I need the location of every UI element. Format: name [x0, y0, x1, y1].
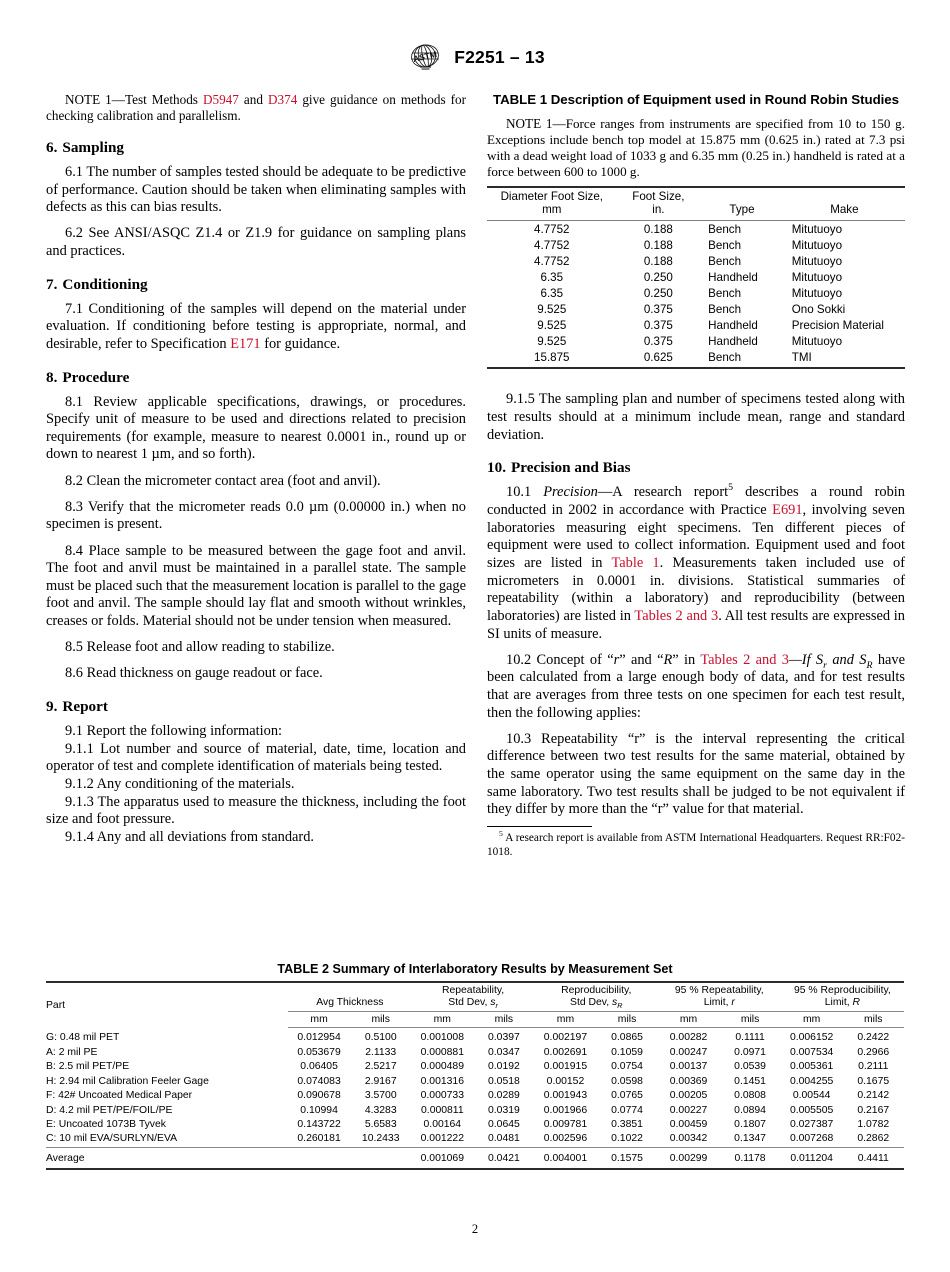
cell-diameter: 4.7752 — [534, 222, 570, 236]
p10-1-t3: describes a round robin conducted in 2002 in accordance with Practice — [487, 484, 905, 519]
cell-value: 0.00227 — [669, 1104, 708, 1116]
table-row — [487, 334, 905, 350]
cell-value: 5.6583 — [364, 1119, 397, 1130]
th-diameter-line1: Diameter Foot Size, — [500, 190, 604, 204]
cell-value: 0.00282 — [669, 1032, 708, 1044]
note-label: NOTE 1— — [65, 92, 125, 107]
table-2-body — [46, 1028, 904, 1169]
cell-value: 2.9167 — [364, 1075, 397, 1087]
th-type: Type — [700, 187, 784, 221]
cell-value: 0.027387 — [789, 1119, 834, 1130]
cell-value: 0.0518 — [488, 1075, 520, 1087]
right-column — [487, 92, 905, 859]
cell-part: D: 4.2 mil PET/PE/FOIL/PE — [46, 1104, 173, 1116]
table-2-average-row — [46, 1147, 904, 1169]
table-2-wrapper — [46, 962, 904, 1170]
cell-value: 0.1059 — [611, 1046, 643, 1058]
th-95r-ital: r — [731, 996, 735, 1008]
th-unit-mils: mils — [350, 1011, 412, 1028]
table-row — [46, 1089, 904, 1103]
cell-value: 0.0192 — [488, 1061, 520, 1073]
para-7-1-before: 7.1 Conditioning of the samples will depend on the material under evaluation. If conditioning before testing is appropriate, normal, and desirable, refer to Specification — [46, 300, 466, 352]
th-group-95-reproducibility — [781, 982, 904, 1011]
cell-value: 2.1133 — [365, 1046, 397, 1058]
cell-value: 10.2433 — [361, 1133, 400, 1145]
para-7-1-after: for guidance. — [260, 335, 341, 352]
cell-value: 0.0319 — [488, 1104, 520, 1116]
cell-type: Bench — [708, 254, 742, 268]
th-unit-mils: mils — [719, 1011, 780, 1028]
cell-footsize: 0.375 — [643, 318, 673, 332]
cell-make: Mitutuoyo — [791, 286, 843, 300]
cell-value: 0.0865 — [611, 1032, 643, 1044]
p10-1-t4: , involving seven laboratories measuring eight specimens. Ten different pieces of equipment were used to collect information. Equipment used and foot sizes are listed in — [487, 502, 905, 571]
th-95R-ital: R — [852, 996, 861, 1008]
section-heading-9 — [46, 698, 466, 716]
cell-average-value: 0.1575 — [596, 1147, 657, 1169]
para-8-5: 8.5 Release foot and allow reading to stabilize. — [65, 639, 335, 656]
p10-2-t3: ” in — [672, 651, 701, 668]
cell-value: 0.000811 — [421, 1104, 464, 1116]
cell-type: Bench — [708, 302, 742, 316]
cell-footsize: 0.375 — [643, 302, 673, 316]
table-2-title: TABLE 2 Summary of Interlaboratory Results by Measurement Set — [277, 962, 673, 976]
cell-value: 0.0754 — [611, 1061, 643, 1073]
cell-average-value: 0.001069 — [411, 1147, 473, 1169]
cell-value: 0.00544 — [792, 1090, 831, 1102]
cell-value: 0.2862 — [857, 1133, 890, 1145]
cell-average-label: Average — [46, 1147, 288, 1169]
link-d5947[interactable]: D5947 — [202, 92, 239, 107]
para-6-2: 6.2 See ANSI/ASQC Z1.4 or Z1.9 for guidance on sampling plans and practices. — [46, 225, 466, 259]
table-row — [487, 318, 905, 334]
th-unit-mm: mm — [535, 1011, 597, 1028]
cell-value: 0.0397 — [488, 1032, 520, 1044]
cell-value: 0.074083 — [297, 1075, 341, 1087]
cell-value: 0.2111 — [858, 1061, 889, 1073]
table-1-body — [487, 221, 905, 368]
th-group-repeatability — [411, 982, 534, 1011]
cell-value: 0.007268 — [789, 1133, 834, 1145]
cell-value: 0.00459 — [669, 1119, 708, 1130]
cell-value: 0.00369 — [669, 1075, 708, 1087]
p10-1-num: 10.1 — [506, 484, 544, 501]
table-row — [487, 270, 905, 286]
cell-diameter: 6.35 — [540, 286, 564, 300]
para-10-1 — [487, 484, 905, 643]
cell-value: 0.3851 — [611, 1119, 643, 1130]
table-1-note-text: Force ranges from instruments are specified from 10 to 150 g. Exceptions include bench top model at 15.875 mm (0.625 in.) rated at 7.3 psi with a dead weight load of 1033 g and 6.35 mm (0.25 in.) handheld is rated at a force between 600 to 1000 g. — [487, 116, 905, 179]
cell-average-value — [288, 1147, 350, 1169]
th-unit-mm: mm — [411, 1011, 473, 1028]
cell-type: Bench — [708, 222, 742, 236]
svg-text:ASTM: ASTM — [412, 49, 438, 64]
cell-value: 0.0645 — [488, 1119, 520, 1130]
table-row — [46, 1132, 904, 1147]
cell-value: 0.002596 — [543, 1133, 588, 1145]
astm-logo-icon — [405, 42, 445, 72]
cell-value: 0.090678 — [297, 1090, 341, 1102]
cell-diameter: 15.875 — [534, 351, 570, 365]
cell-make: Mitutuoyo — [791, 270, 843, 284]
section-title-9: Report — [62, 698, 108, 716]
document-designation: F2251 – 13 — [454, 46, 545, 67]
section-number-6: 6. — [46, 138, 58, 156]
th-avg-thickness-label: Avg Thickness — [316, 997, 384, 1008]
cell-value: 0.001222 — [420, 1133, 464, 1145]
th-part: Part — [46, 982, 288, 1028]
cell-value: 0.06405 — [300, 1061, 338, 1073]
footnote-text: A research report is available from ASTM International Headquarters. Request RR:F02-1018. — [487, 831, 905, 858]
table-1-note-label: NOTE 1— — [506, 116, 566, 131]
section-heading-10 — [487, 459, 905, 477]
cell-value: 0.001008 — [420, 1032, 464, 1044]
cell-make: Ono Sokki — [791, 302, 846, 316]
note-text-after: give guidance on methods for checking calibration and parallelism. — [46, 92, 466, 123]
para-7-1 — [46, 301, 466, 354]
cell-part: C: 10 mil EVA/SURLYN/EVA — [46, 1133, 178, 1145]
section-heading-7 — [46, 276, 466, 294]
cell-value: 0.00152 — [546, 1075, 585, 1087]
cell-type: Bench — [708, 238, 742, 252]
section-heading-6 — [46, 139, 466, 157]
cell-diameter: 6.35 — [540, 270, 564, 284]
th-footsize-line2: in. — [652, 202, 665, 216]
cell-footsize: 0.250 — [643, 270, 673, 284]
footnote-5 — [487, 829, 905, 860]
cell-value: 0.0971 — [734, 1046, 766, 1058]
cell-value: 0.000733 — [420, 1090, 464, 1102]
cell-value: 0.001966 — [543, 1104, 588, 1116]
cell-diameter: 9.525 — [537, 302, 567, 316]
p10-2-t6: have been calculated from a large enough body of data, and for test results that are averages from three tests on one specimen for each test result, then the following applies: — [487, 651, 905, 721]
cell-value: 0.2422 — [857, 1032, 890, 1044]
th-group-95-repeatability — [658, 982, 781, 1011]
cell-value: 0.000489 — [420, 1061, 464, 1073]
cell-value: 0.006152 — [789, 1032, 834, 1044]
cell-value: 0.260181 — [297, 1133, 341, 1145]
table-row — [46, 1028, 904, 1046]
cell-value: 0.1807 — [734, 1119, 766, 1130]
th-repro-line1: Reproducibility, — [561, 985, 632, 997]
cell-value: 0.001943 — [543, 1090, 588, 1102]
cell-value: 0.1451 — [734, 1075, 766, 1087]
para-8-4: 8.4 Place sample to be measured between the gage foot and anvil. The foot and anvil must be maintained in a parallel state. The sample must be placed such that the measurement location is parallel to the gage foot and anvil. The sample should lay flat and smooth without wrinkles, creases or folds. Material should not be under tension when measured. — [46, 542, 466, 630]
section-number-7: 7. — [46, 275, 58, 293]
cell-type: Bench — [708, 351, 742, 365]
para-8-2: 8.2 Clean the micrometer contact area (foot and anvil). — [65, 472, 381, 489]
cell-part: A: 2 mil PE — [46, 1046, 98, 1058]
th-repeat-s: s — [490, 996, 496, 1008]
th-unit-mils: mils — [842, 1011, 904, 1028]
p10-2-R: R — [663, 651, 673, 668]
th-diameter-foot-size — [487, 187, 617, 221]
cell-value: 0.012954 — [297, 1032, 341, 1044]
th-group-avg-thickness — [288, 982, 411, 1011]
para-9-1-1: 9.1.1 Lot number and source of material, date, time, location and operator of test and complete identification of materials being tested. — [46, 740, 466, 775]
cell-value: 0.0765 — [611, 1090, 643, 1102]
cell-make: Mitutuoyo — [791, 254, 843, 268]
th-foot-size-in — [617, 187, 701, 221]
cell-value: 0.053679 — [297, 1046, 341, 1058]
link-e691[interactable]: E691 — [772, 502, 803, 519]
note-1 — [46, 92, 466, 124]
footnote-divider — [487, 826, 592, 827]
cell-value: 0.1111 — [735, 1032, 765, 1044]
section-number-8: 8. — [46, 368, 58, 386]
th-repeat-sub: r — [495, 1002, 498, 1010]
cell-make: Precision Material — [791, 318, 884, 332]
table-1-title: TABLE 1 Description of Equipment used in Round Robin Studies — [492, 92, 899, 107]
cell-diameter: 9.525 — [537, 318, 567, 332]
th-repeat-line2: Std Dev, — [448, 996, 491, 1008]
para-9-1-4: 9.1.4 Any and all deviations from standard. — [65, 828, 314, 845]
th-group-reproducibility — [535, 982, 658, 1011]
cell-value: 0.002691 — [543, 1046, 588, 1058]
cell-type: Handheld — [708, 318, 758, 332]
link-tables-2-and-3[interactable]: Tables 2 and 3 — [634, 607, 719, 624]
cell-type: Handheld — [708, 270, 758, 284]
th-repro-s: s — [612, 996, 618, 1008]
p10-2-t4: —If S — [788, 651, 824, 668]
cell-value: 0.00137 — [669, 1061, 708, 1073]
cell-value: 0.0289 — [488, 1090, 520, 1102]
cell-average-value: 0.4411 — [842, 1147, 904, 1169]
cell-value: 0.0539 — [734, 1061, 766, 1073]
cell-value: 0.10994 — [300, 1104, 338, 1116]
table-row — [487, 286, 905, 302]
note-text-mid: and — [238, 92, 268, 107]
th-unit-mm: mm — [288, 1011, 350, 1028]
p10-1-t5: . Measurements taken included use of micrometers in 0.0001 in. divisions. Statistical summaries of repeatability (within a laboratory) and reproducibility (between laboratories) are listed in — [487, 554, 906, 624]
cell-value: 0.000881 — [420, 1046, 464, 1058]
cell-value: 0.0808 — [734, 1090, 766, 1102]
section-number-10: 10. — [487, 459, 506, 477]
cell-average-value — [350, 1147, 412, 1169]
para-9-1-5: 9.1.5 The sampling plan and number of specimens tested along with test results should at a minimum include mean, range and standard deviation. — [487, 391, 905, 443]
footnote-number: 5 — [499, 829, 503, 839]
cell-value: 0.0347 — [488, 1046, 520, 1058]
para-10-2 — [487, 652, 905, 723]
cell-part: F: 42# Uncoated Medical Paper — [46, 1090, 193, 1102]
cell-value: 0.002197 — [543, 1032, 588, 1044]
cell-footsize: 0.625 — [643, 351, 673, 365]
cell-make: Mitutuoyo — [791, 238, 843, 252]
para-9-1-2: 9.1.2 Any conditioning of the materials. — [65, 775, 295, 792]
cell-value: 0.009781 — [543, 1119, 588, 1130]
para-10-3: 10.3 Repeatability “r” is the interval representing the critical difference between two test results for the same material, obtained by the same operator using the same equipment on the same day in the same laboratory. Two test results shall be judged to be not equivalent if they differ by more than the “r” value for that material. — [487, 730, 905, 818]
cell-value: 0.2966 — [857, 1046, 890, 1058]
table-2-group-header-row — [46, 982, 904, 1011]
p10-2-t2: ” and “ — [619, 651, 664, 668]
para-8-3: 8.3 Verify that the micrometer reads 0.0 µm (0.00000 in.) when no specimen is present. — [46, 498, 466, 533]
cell-value: 0.2167 — [857, 1104, 890, 1116]
cell-make: Mitutuoyo — [791, 222, 843, 236]
link-e171[interactable]: E171 — [230, 335, 261, 352]
cell-footsize: 0.188 — [643, 254, 673, 268]
cell-value: 0.00205 — [669, 1090, 708, 1102]
link-table-1[interactable]: Table 1 — [611, 554, 660, 571]
cell-footsize: 0.188 — [643, 238, 673, 252]
table-row — [487, 221, 905, 238]
cell-value: 0.1675 — [857, 1075, 890, 1087]
p10-2-sub-R: R — [866, 659, 873, 671]
table-row — [487, 350, 905, 369]
cell-type: Handheld — [708, 335, 758, 348]
document-header — [0, 42, 950, 72]
table-row — [46, 1075, 904, 1089]
cell-type: Bench — [708, 286, 742, 300]
para-8-6: 8.6 Read thickness on gauge readout or face. — [65, 665, 323, 682]
th-make: Make — [784, 187, 905, 221]
section-heading-8 — [46, 369, 466, 387]
cell-make: Mitutuoyo — [791, 335, 843, 348]
table-row — [487, 302, 905, 318]
cell-part: E: Uncoated 1073B Tyvek — [46, 1119, 166, 1130]
p10-1-t6: . All test results are expressed in SI units of measure. — [487, 607, 905, 642]
cell-average-value: 0.1178 — [719, 1147, 780, 1169]
table-1-note — [487, 116, 905, 179]
cell-value: 0.005361 — [789, 1061, 834, 1073]
th-repeat-line1: Repeatability, — [441, 985, 505, 997]
cell-value: 3.5700 — [364, 1090, 397, 1102]
link-tables-2-and-3b[interactable]: Tables 2 and 3 — [700, 651, 789, 668]
p10-2-sub-r: r — [823, 659, 827, 671]
cell-value: 0.00247 — [669, 1046, 708, 1058]
cell-value: 0.1022 — [611, 1133, 643, 1145]
cell-average-value: 0.004001 — [535, 1147, 597, 1169]
cell-value: 0.0774 — [611, 1104, 643, 1116]
table-row — [46, 1103, 904, 1117]
cell-diameter: 4.7752 — [534, 254, 570, 268]
cell-part: G: 0.48 mil PET — [46, 1032, 120, 1044]
para-9-1-3: 9.1.3 The apparatus used to measure the thickness, including the foot size and foot pressure. — [46, 793, 466, 828]
cell-value: 0.2142 — [857, 1090, 890, 1102]
cell-diameter: 4.7752 — [534, 238, 570, 252]
cell-value: 0.001915 — [543, 1061, 588, 1073]
cell-value: 0.0481 — [488, 1133, 520, 1145]
p10-2-r: r — [613, 651, 620, 668]
cell-average-value: 0.0421 — [473, 1147, 534, 1169]
p10-1-italic: Precision — [543, 484, 598, 501]
cell-value: 0.0894 — [734, 1104, 766, 1116]
th-unit-mils: mils — [596, 1011, 657, 1028]
table-row — [487, 238, 905, 254]
cell-average-value: 0.00299 — [658, 1147, 720, 1169]
cell-footsize: 0.188 — [643, 222, 673, 236]
cell-value: 0.001316 — [420, 1075, 464, 1087]
section-title-8: Procedure — [62, 368, 130, 386]
p10-2-t1: 10.2 Concept of “ — [506, 651, 614, 668]
cell-value: 4.3283 — [364, 1104, 397, 1116]
para-9-1: 9.1 Report the following information: — [65, 723, 283, 740]
cell-diameter: 9.525 — [537, 335, 567, 348]
note-text-before: Test Methods — [124, 92, 203, 107]
cell-value: 0.00164 — [423, 1119, 462, 1130]
p10-1-t2: —A research report — [597, 484, 729, 501]
cell-footsize: 0.375 — [643, 335, 673, 348]
section-title-10: Precision and Bias — [510, 459, 631, 477]
table-row — [46, 1060, 904, 1074]
cell-part: H: 2.94 mil Calibration Feeler Gage — [46, 1075, 209, 1087]
table-1 — [487, 186, 905, 369]
p10-2-t5: and S — [826, 651, 867, 668]
section-title-7: Conditioning — [62, 275, 148, 293]
cell-value: 0.004255 — [789, 1075, 834, 1087]
th-unit-mm: mm — [781, 1011, 843, 1028]
cell-value: 0.1347 — [734, 1133, 766, 1145]
th-95r-line1: 95 % Repeatability, — [674, 985, 764, 997]
cell-value: 0.143722 — [297, 1119, 341, 1130]
section-number-9: 9. — [46, 698, 58, 716]
cell-value: 1.0782 — [857, 1119, 890, 1130]
cell-part: B: 2.5 mil PET/PE — [46, 1061, 130, 1073]
table-row — [46, 1118, 904, 1132]
para-6-1: 6.1 The number of samples tested should be adequate to be predictive of performance. Caution should be taken when eliminating samples with defects as this can bias results. — [46, 163, 466, 216]
para-8-1: 8.1 Review applicable specifications, drawings, or procedures. Specify unit of measure to be used and directions related to precision requirements (for example, measure to nearest 0.0001 in., round up or down to nearest 1 µm, and so forth). — [46, 393, 466, 463]
cell-value: 0.00342 — [669, 1133, 708, 1145]
cell-value: 0.007534 — [789, 1046, 834, 1058]
cell-footsize: 0.250 — [643, 286, 673, 300]
cell-value: 2.5217 — [364, 1061, 397, 1073]
table-2 — [46, 981, 904, 1170]
page-number: 2 — [471, 1222, 479, 1236]
section-title-6: Sampling — [62, 138, 125, 156]
cell-value: 0.0598 — [611, 1075, 643, 1087]
cell-average-value: 0.011204 — [781, 1147, 843, 1169]
th-95R-line1: 95 % Reproducibility, — [793, 985, 891, 997]
th-unit-mils: mils — [473, 1011, 534, 1028]
cell-value: 0.5100 — [364, 1032, 397, 1044]
table-row — [487, 254, 905, 270]
cell-value: 0.005505 — [789, 1104, 834, 1116]
th-diameter-line2: mm — [542, 202, 562, 216]
table-row — [46, 1046, 904, 1060]
th-unit-mm: mm — [658, 1011, 720, 1028]
left-column — [46, 92, 466, 847]
cell-make: TMI — [791, 351, 812, 365]
th-repro-line2: Std Dev, — [570, 996, 613, 1008]
link-d374[interactable]: D374 — [267, 92, 298, 107]
table-1-header-row — [487, 187, 905, 221]
th-95R-line2: Limit, — [824, 996, 853, 1008]
th-footsize-line1: Foot Size, — [632, 190, 685, 204]
th-95r-line2: Limit, — [703, 996, 732, 1008]
footnote-marker-5[interactable]: 5 — [728, 482, 734, 494]
th-repro-sub: R — [617, 1002, 623, 1010]
